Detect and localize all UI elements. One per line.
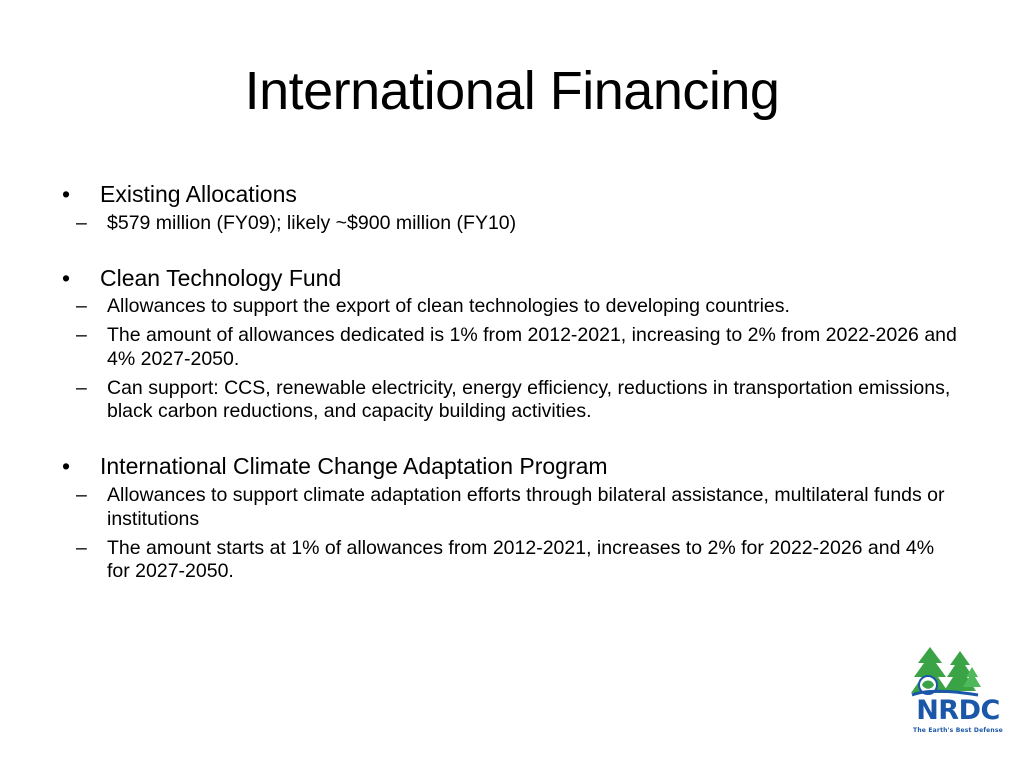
- nrdc-logo: [908, 645, 1008, 740]
- dash-marker: –: [76, 536, 87, 559]
- sub-item: [62, 377, 962, 425]
- sub-item-text: $579 million (FY09); likely ~$900 million (FY10): [107, 211, 517, 234]
- sub-item: [62, 324, 962, 372]
- section-adaptation-program: [62, 452, 962, 584]
- logo-wordmark: NRDC: [916, 695, 1000, 726]
- dash-marker: –: [76, 483, 87, 506]
- sub-item-text: Allowances to support climate adaptation efforts through bilateral assistance, multilateral funds or institutions: [107, 483, 945, 530]
- sub-item-text: The amount starts at 1% of allowances from 2012-2021, increases to 2% for 2022-2026 and 4% for 2027-2050.: [107, 536, 935, 583]
- bullet-marker: •: [62, 264, 71, 291]
- sub-item-text: Can support: CCS, renewable electricity, energy efficiency, reductions in transportation emissions, black carbon reductions, and capacity building activities.: [107, 376, 951, 423]
- section-existing-allocations: [62, 180, 962, 236]
- logo-tagline: The Earth's Best Defense: [913, 727, 1003, 734]
- bullet-marker: •: [62, 453, 71, 480]
- dash-marker: –: [76, 324, 87, 347]
- slide-content: [62, 180, 962, 612]
- sub-list: [62, 484, 962, 584]
- slide-title: International Financing: [244, 61, 780, 121]
- sub-item: [62, 295, 962, 319]
- bullet-heading: Existing Allocations: [100, 181, 297, 207]
- bullet-marker: •: [62, 181, 71, 207]
- dash-marker: –: [76, 295, 87, 318]
- sub-item: [62, 212, 962, 236]
- dash-marker: –: [76, 376, 87, 399]
- section-clean-technology-fund: [62, 264, 962, 425]
- bullet-item: [62, 180, 962, 209]
- sub-list: [62, 295, 962, 424]
- bullet-item: [62, 452, 962, 481]
- bullet-item: [62, 264, 962, 293]
- sub-item-text: The amount of allowances dedicated is 1% from 2012-2021, increasing to 2% from 2022-2026 and 4% 2027-2050.: [107, 324, 957, 370]
- dash-marker: –: [76, 211, 87, 234]
- bullet-heading: Clean Technology Fund: [100, 264, 342, 291]
- sub-item: [62, 537, 962, 585]
- sub-item: [62, 484, 962, 532]
- bullet-heading: International Climate Change Adaptation Program: [100, 453, 608, 480]
- sub-item-text: Allowances to support the export of clean technologies to developing countries.: [107, 295, 790, 318]
- sub-list: [62, 212, 962, 236]
